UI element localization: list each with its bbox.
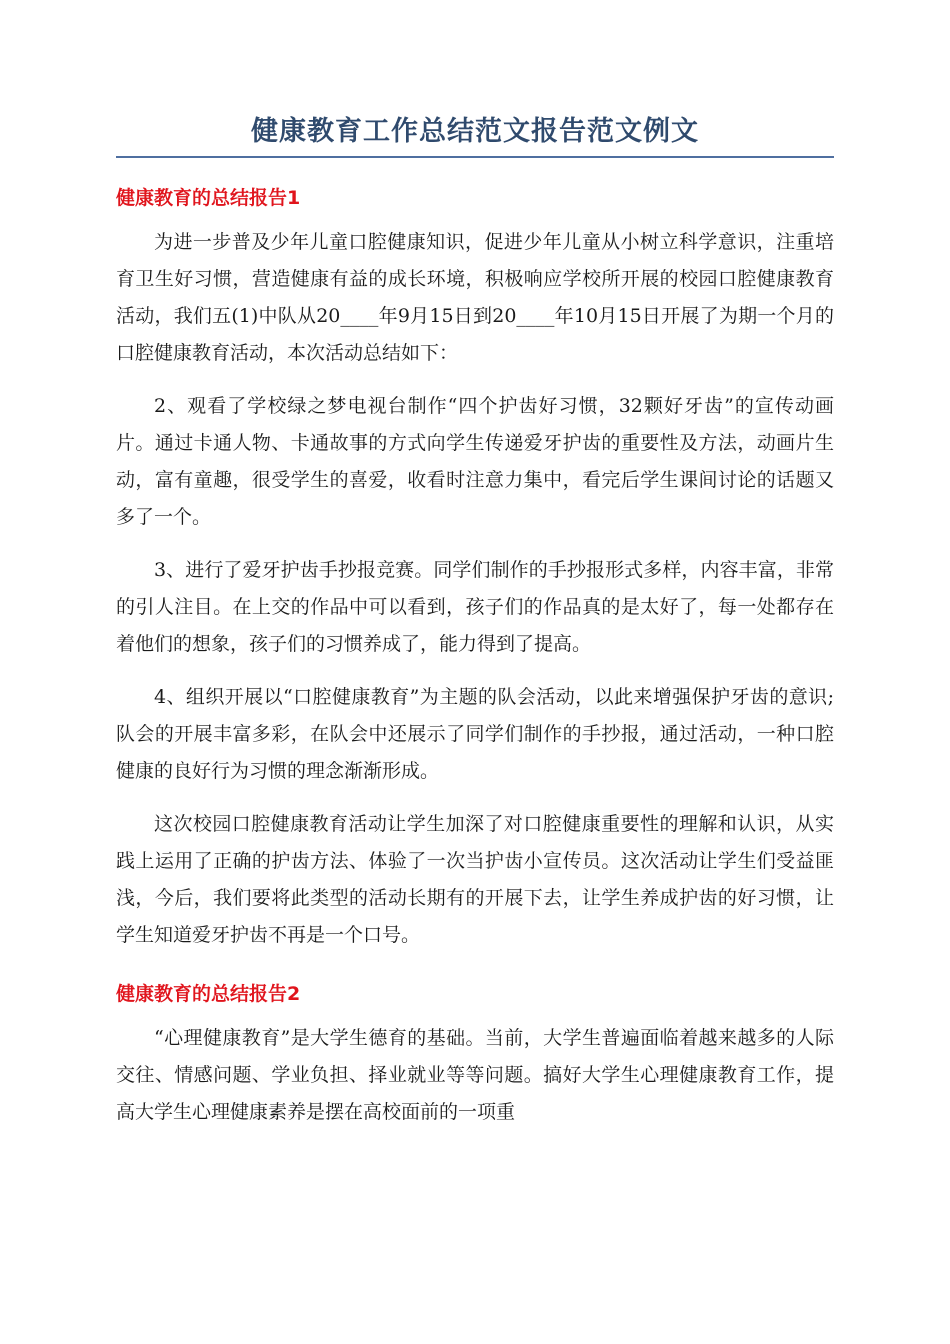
section-1-paragraph-2: 2、观看了学校绿之梦电视台制作“四个护齿好习惯，32颗好牙齿”的宣传动画片。通过卡通人物、卡通故事的方式向学生传递爱牙护齿的重要性及方法，动画片生动，富有童趣，很受学生的喜爱，收看时注意力集中，看完后学生课间讨论的话题又多了一个。 — [116, 395, 834, 528]
section-heading-1: 健康教育的总结报告1 — [116, 187, 301, 209]
section-1-paragraph-5: 这次校园口腔健康教育活动让学生加深了对口腔健康重要性的理解和认识，从实践上运用了正确的护齿方法、体验了一次当护齿小宣传员。这次活动让学生们受益匪浅，今后，我们要将此类型的活动长期有的开展下去，让学生养成护齿的好习惯，让学生知道爱牙护齿不再是一个口号。 — [116, 813, 834, 946]
section-1-paragraph-4: 4、组织开展以“口腔健康教育”为主题的队会活动，以此来增强保护牙齿的意识;队会的开展丰富多彩，在队会中还展示了同学们制作的手抄报，通过活动，一种口腔健康的良好行为习惯的理念渐渐形成。 — [116, 686, 834, 782]
section-1-paragraph-1: 为进一步普及少年儿童口腔健康知识，促进少年儿童从小树立科学意识，注重培育卫生好习惯，营造健康有益的成长环境，积极响应学校所开展的校园口腔健康教育活动，我们五(1)中队从20____年9月15日到20____年10月15日开展了为期一个月的口腔健康教育活动，本次活动总结如下： — [116, 231, 834, 364]
document-page — [116, 112, 834, 1131]
section-2-paragraph-1: “心理健康教育”是大学生德育的基础。当前，大学生普遍面临着越来越多的人际交往、情感问题、学业负担、择业就业等等问题。搞好大学生心理健康教育工作，提高大学生心理健康素养是摆在高校面前的一项重 — [116, 1027, 834, 1123]
title-underline — [116, 156, 834, 158]
document-title: 健康教育工作总结范文报告范文例文 — [251, 116, 699, 147]
section-1-paragraph-3: 3、进行了爱牙护齿手抄报竞赛。同学们制作的手抄报形式多样，内容丰富，非常的引人注目。在上交的作品中可以看到，孩子们的作品真的是太好了，每一处都存在着他们的想象，孩子们的习惯养成了，能力得到了提高。 — [116, 559, 834, 655]
section-heading-2: 健康教育的总结报告2 — [116, 983, 301, 1005]
